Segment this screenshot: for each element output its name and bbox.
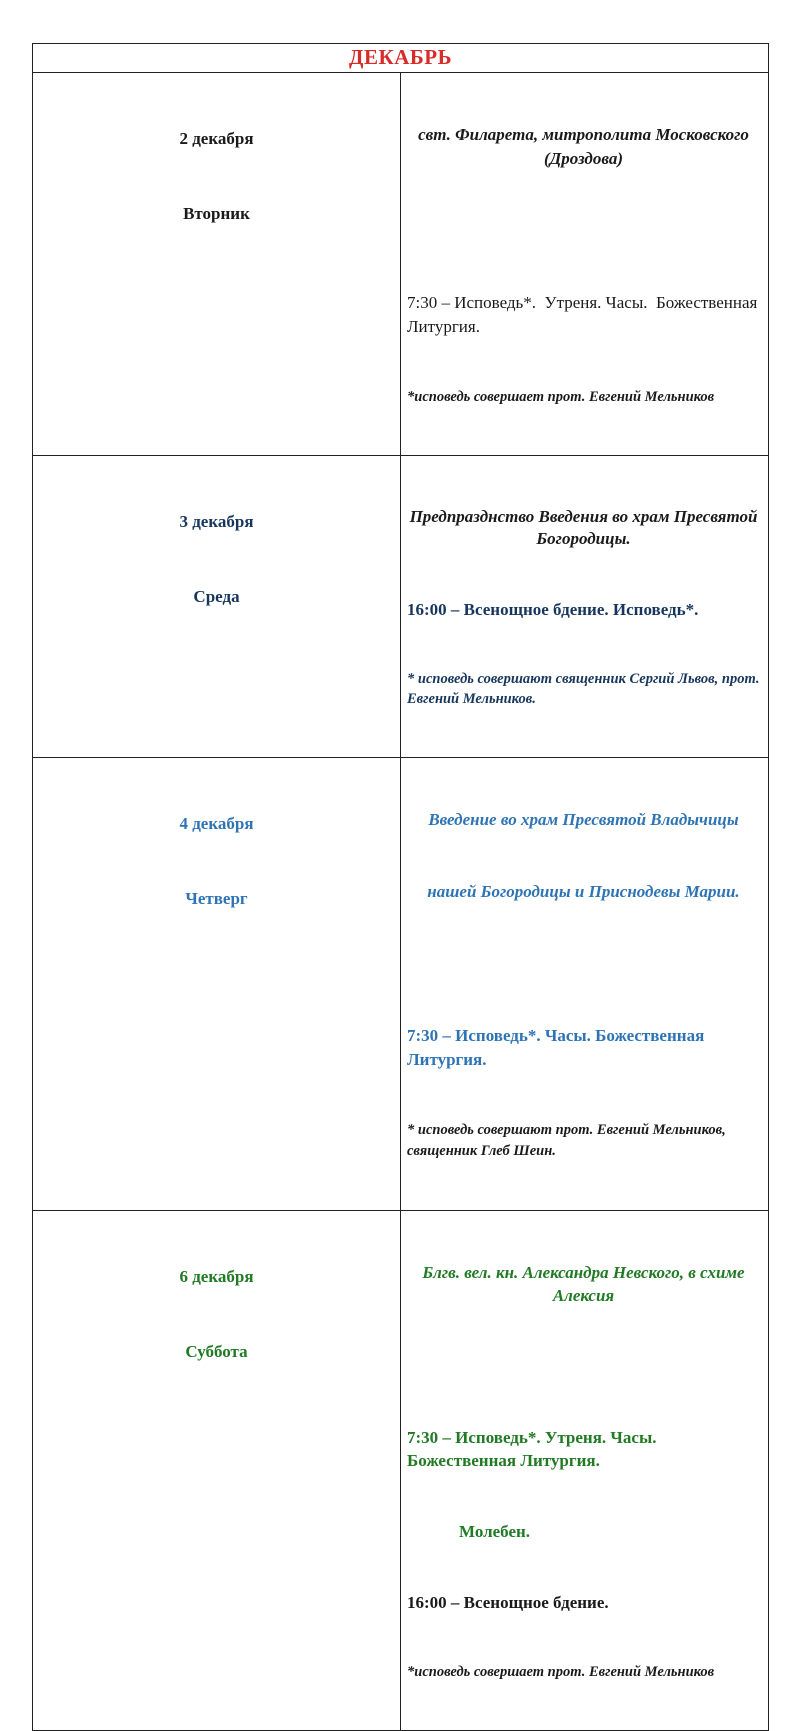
confession-footnote: *исповедь совершает прот. Евгений Мельников [407, 389, 715, 405]
schedule-row-dec6 [33, 1211, 769, 1731]
content-cell-dec4 [401, 758, 769, 1211]
feast-headline: свт. Филарета, митрополита Московского (Дроздова) [418, 125, 754, 168]
date-cell-dec2 [33, 73, 401, 456]
weekday-label: Среда [193, 587, 240, 606]
service-schedule-evening: 16:00 – Всенощное бдение. [407, 1593, 609, 1612]
month-schedule-table [32, 43, 769, 1731]
content-cell-dec2 [401, 73, 769, 456]
blank-line [407, 219, 760, 243]
confession-footnote: * исповедь совершают прот. Евгений Мельников, священник Глеб Шеин. [407, 1122, 730, 1159]
weekday-label: Вторник [183, 204, 250, 223]
date-label: 6 декабря [179, 1267, 254, 1286]
service-schedule: 7:30 – Исповедь*. Утреня. Часы. Божественная Литургия. [407, 293, 762, 336]
date-label: 3 декабря [179, 512, 254, 531]
service-schedule: 7:30 – Исповедь*. Часы. Божественная Литургия. [407, 1026, 709, 1069]
date-label: 4 декабря [179, 814, 254, 833]
blank-line [407, 952, 760, 976]
schedule-row-dec2 [33, 73, 769, 456]
feast-headline-line1: Введение во храм Пресвятой Владычицы [428, 810, 739, 829]
content-cell-dec3 [401, 456, 769, 758]
date-cell-dec6 [33, 1211, 401, 1731]
month-title-row [33, 44, 769, 73]
service-schedule-moleben: Молебен. [459, 1522, 531, 1541]
schedule-row-dec4 [33, 758, 769, 1211]
blank-line [407, 1355, 760, 1378]
feast-headline: Предпразднство Введения во храм Пресвятой Богородицы. [409, 507, 762, 548]
feast-headline: Блгв. вел. кн. Александра Невского, в схиме Алексия [422, 1263, 749, 1305]
content-cell-dec6 [401, 1211, 769, 1731]
service-schedule-morning: 7:30 – Исповедь*. Утреня. Часы. Божественная Литургия. [407, 1428, 661, 1470]
date-cell-dec4 [33, 758, 401, 1211]
confession-footnote: *исповедь совершает прот. Евгений Мельников [407, 1664, 715, 1680]
date-cell-dec3 [33, 456, 401, 758]
schedule-row-dec3 [33, 456, 769, 758]
date-label: 2 декабря [179, 129, 254, 148]
month-title: ДЕКАБРЬ [33, 44, 769, 73]
feast-headline-line2: нашей Богородицы и Приснодевы Марии. [427, 882, 740, 901]
weekday-label: Четверг [185, 889, 248, 908]
weekday-label: Суббота [185, 1342, 248, 1361]
confession-footnote: * исповедь совершают священник Сергий Львов, прот. Евгений Мельников. [407, 671, 764, 707]
service-schedule: 16:00 – Всенощное бдение. Исповедь*. [407, 600, 699, 619]
